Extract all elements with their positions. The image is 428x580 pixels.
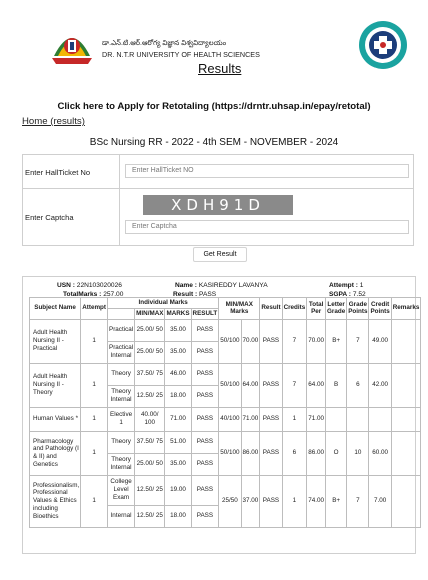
table-header-row bbox=[30, 298, 421, 309]
captcha-image: XDH91D bbox=[143, 195, 293, 215]
overall-result-value: PASS bbox=[199, 291, 217, 298]
captcha-label: Enter Captcha bbox=[25, 213, 74, 222]
col-letter-grade: Letter Grade bbox=[326, 298, 347, 320]
subject-name: Adult Health Nursing II - Practical bbox=[30, 319, 81, 363]
university-name-telugu: డా.ఎన్.టి.ఆర్.ఆరోగ్య విజ్ఞాన విశ్వవిద్యాలయం bbox=[102, 40, 227, 47]
result-lookup-form bbox=[22, 154, 414, 246]
subject-name: Adult Health Nursing II - Theory bbox=[30, 363, 81, 407]
col-part-result: RESULT bbox=[191, 308, 219, 319]
table-row: Pharmacology and Pathology (I & II) and Genetics 1 Theory 37.50/ 75 51.00 PASS 50/100 86.00 PASS 6 86.00 O 10 60.00 bbox=[30, 431, 421, 453]
home-results-link[interactable]: Home (results) bbox=[22, 116, 85, 127]
subject-name: Human Values * bbox=[30, 407, 81, 431]
col-min-max-marks: MIN/MAX Marks bbox=[219, 298, 260, 320]
table-row: Professionalism, Professional Values & Ethics including Bioethics 1 College Level Exam 12.50/ 25 19.00 PASS 25/50 37.00 PASS 1 74.00 B+ 7 7.00 bbox=[30, 475, 421, 505]
col-individual-marks: Individual Marks bbox=[108, 298, 219, 309]
table-row: Theory Internal 12.50/ 25 18.00 PASS bbox=[30, 385, 421, 407]
col-credits: Credits bbox=[282, 298, 307, 320]
attempt-value: 1 bbox=[359, 282, 364, 289]
retotaling-link[interactable]: Click here to Apply for Retotaling (https://drntr.uhsap.in/epay/retotal) bbox=[57, 101, 371, 112]
marks-table bbox=[29, 297, 421, 528]
col-marks: MARKS bbox=[165, 308, 191, 319]
student-name-value: KASIREDDY LAVANYA bbox=[198, 282, 268, 289]
attempt-field: Attempt : 1 bbox=[329, 282, 364, 289]
result-panel bbox=[22, 276, 420, 554]
table-row: Theory Internal 25.00/ 50 35.00 PASS bbox=[30, 453, 421, 475]
col-remarks: Remarks bbox=[391, 298, 421, 320]
col-subject: Subject Name bbox=[30, 298, 81, 320]
captcha-input[interactable]: Enter Captcha bbox=[125, 220, 409, 234]
total-marks-field: TotalMarks : 257.00 bbox=[63, 291, 124, 298]
hallticket-label: Enter HallTicket No bbox=[25, 168, 91, 177]
col-result: Result bbox=[260, 298, 282, 320]
table-row: Human Values * 1 Elective 1 40.00/ 100 71.00 PASS 40/100 71.00 PASS 1 71.00 bbox=[30, 407, 421, 431]
page-header bbox=[0, 0, 428, 82]
table-row: Internal 12.50/ 25 18.00 PASS bbox=[30, 505, 421, 527]
table-row: Practical Internal 25.00/ 50 35.00 PASS bbox=[30, 341, 421, 363]
usn-value: 22N103020026 bbox=[76, 282, 122, 289]
university-logo-right-icon bbox=[358, 20, 408, 70]
name-field: Name : KASIREDDY LAVANYA bbox=[175, 282, 268, 289]
page-title: Results bbox=[198, 61, 242, 76]
sgpa-value: 7.52 bbox=[352, 291, 366, 298]
col-min-max: MIN/MAX bbox=[135, 308, 165, 319]
university-logo-left-icon bbox=[48, 26, 96, 66]
exam-title: BSc Nursing RR - 2022 - 4th SEM - NOVEMBER - 2024 bbox=[89, 137, 339, 148]
col-attempt: Attempt bbox=[81, 298, 108, 320]
subject-name: Professionalism, Professional Values & Ethics including Bioethics bbox=[30, 475, 81, 527]
col-grade-points: Grade Points bbox=[347, 298, 369, 320]
usn-field: USN : 22N103020026 bbox=[57, 282, 122, 289]
hallticket-input[interactable]: Enter HallTicket NO bbox=[125, 164, 409, 178]
table-row: Adult Health Nursing II - Theory 1 Theory 37.50/ 75 46.00 PASS 50/100 64.00 PASS 7 64.00 B 6 42.00 bbox=[30, 363, 421, 385]
col-credit-points: Credit Points bbox=[369, 298, 391, 320]
col-total-per: Total Per bbox=[307, 298, 326, 320]
total-marks-value: 257.00 bbox=[103, 291, 124, 298]
subject-name: Pharmacology and Pathology (I & II) and Genetics bbox=[30, 431, 81, 475]
university-name-english: DR. N.T.R UNIVERSITY OF HEALTH SCIENCES bbox=[102, 50, 260, 59]
overall-result-field: Result : PASS bbox=[173, 291, 217, 298]
sgpa-field: SGPA : 7.52 bbox=[329, 291, 366, 298]
get-result-button[interactable]: Get Result bbox=[193, 247, 247, 262]
table-row: Adult Health Nursing II - Practical 1 Practical 25.00/ 50 35.00 PASS 50/100 70.00 PASS 7 70.00 B+ 7 49.00 bbox=[30, 319, 421, 341]
